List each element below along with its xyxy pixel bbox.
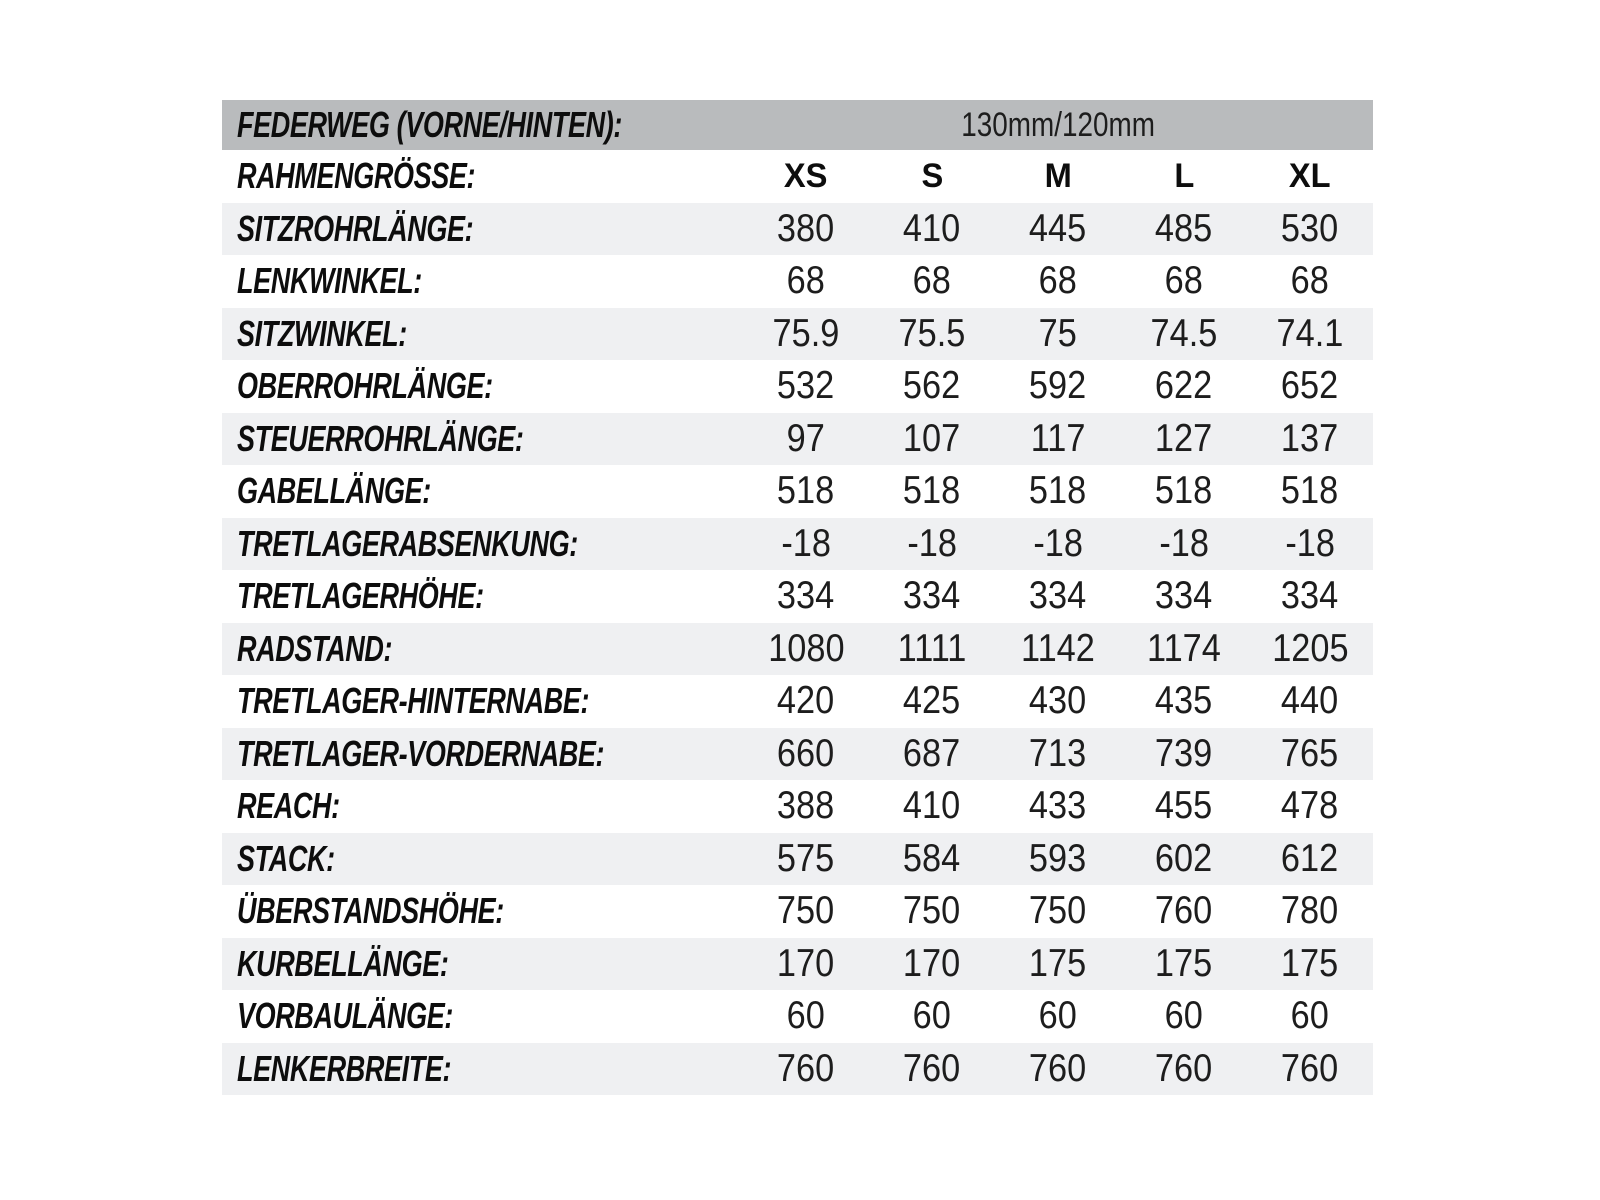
size-header-m-text: M: [1044, 156, 1072, 195]
spec-value-text: 170: [777, 941, 835, 985]
spec-label: [222, 1043, 743, 1096]
spec-value-text: 97: [786, 416, 826, 460]
table-row: [222, 623, 1373, 676]
spec-value: [869, 413, 995, 466]
spec-value: [1121, 518, 1247, 571]
spec-label-text: STACK:: [237, 837, 335, 879]
spec-value-text: 1174: [1147, 626, 1221, 670]
size-header-l: [1121, 150, 1247, 203]
spec-value-text: 760: [777, 1046, 835, 1090]
spec-value: [995, 360, 1121, 413]
table-row: [222, 675, 1373, 728]
spec-value: [1121, 833, 1247, 886]
spec-value-text: 75: [1038, 311, 1078, 355]
spec-value: [1247, 203, 1373, 256]
spec-value-text: 60: [1290, 994, 1330, 1038]
spec-value-text: 117: [1030, 416, 1086, 460]
spec-value-text: 593: [1029, 836, 1087, 880]
spec-value-text: 60: [1164, 994, 1204, 1038]
spec-value-text: 75.5: [898, 311, 966, 355]
spec-value-text: 765: [1281, 731, 1339, 775]
spec-value: [743, 203, 869, 256]
spec-value-text: 445: [1029, 206, 1087, 250]
spec-value: [1247, 780, 1373, 833]
table-row: [222, 780, 1373, 833]
spec-value: [743, 465, 869, 518]
spec-value: [995, 413, 1121, 466]
spec-value-text: 760: [903, 1046, 961, 1090]
spec-value-text: 175: [1281, 941, 1339, 985]
spec-label-text: ÜBERSTANDSHÖHE:: [237, 890, 504, 932]
table-row: [222, 465, 1373, 518]
spec-value: [995, 623, 1121, 676]
spec-value-text: -18: [781, 521, 831, 565]
spec-value: [743, 360, 869, 413]
spec-value-text: 334: [903, 574, 961, 618]
spec-value: [869, 203, 995, 256]
spec-label-text: STEUERROHRLÄNGE:: [237, 417, 524, 459]
spec-value: [995, 780, 1121, 833]
spec-value-text: 713: [1029, 731, 1087, 775]
spec-value: [1121, 728, 1247, 781]
spec-value-text: 602: [1155, 836, 1213, 880]
spec-value: [743, 728, 869, 781]
spec-value-text: 518: [777, 469, 835, 513]
spec-value-text: 440: [1281, 679, 1339, 723]
spec-label: [222, 990, 743, 1043]
spec-value-text: -18: [1033, 521, 1083, 565]
spec-value-text: 1205: [1271, 626, 1349, 670]
spec-value: [743, 255, 869, 308]
size-header-xl-text: XL: [1289, 156, 1331, 195]
spec-value: [1121, 360, 1247, 413]
spec-label-text: RADSTAND:: [237, 627, 393, 669]
spec-table-body: [222, 203, 1373, 1096]
spec-value: [995, 938, 1121, 991]
spec-value: [869, 885, 995, 938]
spec-value-text: 410: [903, 784, 961, 828]
spec-label: [222, 465, 743, 518]
spec-value-text: 750: [777, 889, 835, 933]
spec-value: [1247, 1043, 1373, 1096]
spec-value-text: 68: [1038, 259, 1078, 303]
spec-value-text: 575: [777, 836, 835, 880]
spec-value-text: 518: [903, 469, 961, 513]
spec-value-text: 175: [1155, 941, 1213, 985]
spec-value-text: 780: [1281, 889, 1339, 933]
size-header-xs: [743, 150, 869, 203]
spec-value: [1121, 308, 1247, 361]
spec-value: [1247, 570, 1373, 623]
spec-value-text: 612: [1281, 836, 1339, 880]
table-row: [222, 833, 1373, 886]
spec-value: [743, 938, 869, 991]
spec-value-text: 425: [903, 679, 961, 723]
spec-value-text: 518: [1281, 469, 1339, 513]
spec-value-text: 1080: [767, 626, 845, 670]
spec-label-text: TRETLAGER-VORDERNABE:: [237, 732, 605, 774]
table-row: [222, 938, 1373, 991]
spec-label-text: SITZROHRLÄNGE:: [237, 207, 474, 249]
spec-label-text: TRETLAGER-HINTERNABE:: [237, 680, 590, 722]
size-header-m: [995, 150, 1121, 203]
spec-label: [222, 623, 743, 676]
size-header-s: [869, 150, 995, 203]
spec-value: [869, 780, 995, 833]
spec-value-text: 380: [777, 206, 835, 250]
suspension-travel-value-text: 130mm/120mm: [961, 105, 1155, 144]
spec-value-text: 518: [1155, 469, 1213, 513]
frame-size-row: [222, 150, 1373, 203]
table-row: [222, 308, 1373, 361]
spec-value-text: 334: [777, 574, 835, 618]
spec-value-text: 455: [1155, 784, 1213, 828]
spec-value: [743, 833, 869, 886]
spec-value: [1247, 623, 1373, 676]
spec-value: [743, 780, 869, 833]
suspension-travel-label: [222, 100, 743, 150]
spec-value: [1121, 570, 1247, 623]
spec-value: [1121, 938, 1247, 991]
spec-value-text: 68: [1164, 259, 1204, 303]
spec-label: [222, 833, 743, 886]
spec-value: [869, 1043, 995, 1096]
frame-size-label: [222, 150, 743, 203]
spec-value: [1247, 413, 1373, 466]
spec-value-text: 530: [1281, 206, 1339, 250]
table-row: [222, 360, 1373, 413]
spec-value-text: 478: [1281, 784, 1339, 828]
spec-value-text: 60: [1038, 994, 1078, 1038]
size-header-xs-text: XS: [784, 156, 828, 195]
spec-value: [1121, 675, 1247, 728]
spec-value: [1121, 885, 1247, 938]
spec-value: [869, 675, 995, 728]
spec-value: [743, 413, 869, 466]
spec-value: [743, 885, 869, 938]
spec-value-text: 518: [1029, 469, 1087, 513]
spec-value: [869, 938, 995, 991]
spec-value: [869, 623, 995, 676]
spec-label-text: TRETLAGERABSENKUNG:: [237, 522, 578, 564]
spec-value-text: 68: [912, 259, 952, 303]
spec-label: [222, 938, 743, 991]
spec-value: [1247, 728, 1373, 781]
table-row: [222, 255, 1373, 308]
spec-label: [222, 780, 743, 833]
spec-label: [222, 203, 743, 256]
spec-value: [1121, 413, 1247, 466]
spec-value: [743, 518, 869, 571]
spec-label: [222, 728, 743, 781]
spec-label: [222, 885, 743, 938]
spec-value: [1247, 255, 1373, 308]
spec-value: [1247, 465, 1373, 518]
table-row: [222, 203, 1373, 256]
spec-value-text: 760: [1155, 889, 1213, 933]
spec-value: [869, 570, 995, 623]
spec-value: [1247, 885, 1373, 938]
spec-value-text: 334: [1281, 574, 1339, 618]
table-row: [222, 518, 1373, 571]
spec-value-text: 107: [903, 416, 961, 460]
spec-value: [869, 518, 995, 571]
spec-value: [743, 675, 869, 728]
spec-value-text: -18: [907, 521, 957, 565]
spec-value: [995, 465, 1121, 518]
spec-value-text: 760: [1029, 1046, 1087, 1090]
spec-value: [743, 308, 869, 361]
spec-value: [869, 728, 995, 781]
spec-value-text: -18: [1285, 521, 1335, 565]
spec-value-text: 660: [777, 731, 835, 775]
spec-value: [995, 255, 1121, 308]
suspension-travel-row: [222, 100, 1373, 150]
spec-value-text: -18: [1159, 521, 1209, 565]
spec-label: [222, 518, 743, 571]
spec-value: [1121, 780, 1247, 833]
spec-label-text: TRETLAGERHÖHE:: [237, 575, 484, 617]
spec-value: [1247, 938, 1373, 991]
spec-value-text: 388: [777, 784, 835, 828]
spec-value: [995, 518, 1121, 571]
spec-value-text: 532: [777, 364, 835, 408]
spec-value-text: 75.9: [772, 311, 840, 355]
spec-label-text: GABELLÄNGE:: [237, 470, 431, 512]
spec-label-text: LENKWINKEL:: [237, 260, 422, 302]
spec-value: [1247, 518, 1373, 571]
spec-value: [1121, 1043, 1247, 1096]
spec-value: [1247, 360, 1373, 413]
spec-label-text: KURBELLÄNGE:: [237, 942, 449, 984]
spec-value-text: 127: [1155, 416, 1213, 460]
table-row: [222, 990, 1373, 1043]
frame-size-label-text: RAHMENGRÖSSE:: [237, 155, 476, 197]
spec-value-text: 334: [1155, 574, 1213, 618]
geometry-table: [222, 100, 1373, 1095]
spec-value-text: 137: [1281, 416, 1339, 460]
spec-label: [222, 360, 743, 413]
spec-value-text: 175: [1029, 941, 1087, 985]
spec-value-text: 420: [777, 679, 835, 723]
spec-value-text: 430: [1029, 679, 1087, 723]
spec-value-text: 687: [903, 731, 961, 775]
spec-value: [869, 990, 995, 1043]
spec-value-text: 410: [903, 206, 961, 250]
spec-label-text: REACH:: [237, 785, 340, 827]
spec-value-text: 433: [1029, 784, 1087, 828]
table-row: [222, 1043, 1373, 1096]
spec-value-text: 60: [912, 994, 952, 1038]
spec-label-text: VORBAULÄNGE:: [237, 995, 453, 1037]
spec-value: [995, 885, 1121, 938]
spec-value-text: 60: [786, 994, 826, 1038]
spec-value: [995, 675, 1121, 728]
spec-label: [222, 570, 743, 623]
spec-value-text: 1111: [897, 626, 967, 670]
spec-value: [1247, 990, 1373, 1043]
spec-label: [222, 413, 743, 466]
spec-value: [1121, 203, 1247, 256]
spec-label: [222, 675, 743, 728]
spec-value: [743, 990, 869, 1043]
spec-value: [743, 623, 869, 676]
spec-value-text: 750: [903, 889, 961, 933]
spec-value-text: 562: [903, 364, 961, 408]
spec-value: [1247, 675, 1373, 728]
spec-label-text: LENKERBREITE:: [237, 1047, 452, 1089]
spec-label: [222, 255, 743, 308]
table-row: [222, 413, 1373, 466]
spec-value-text: 170: [903, 941, 961, 985]
spec-value-text: 592: [1029, 364, 1087, 408]
spec-value: [869, 833, 995, 886]
spec-value: [995, 570, 1121, 623]
spec-value: [869, 255, 995, 308]
spec-value-text: 435: [1155, 679, 1213, 723]
spec-value: [869, 465, 995, 518]
table-row: [222, 728, 1373, 781]
spec-value: [1247, 833, 1373, 886]
spec-value: [743, 570, 869, 623]
spec-value-text: 68: [786, 259, 826, 303]
spec-value: [995, 203, 1121, 256]
size-header-s-text: S: [921, 156, 943, 195]
spec-value-text: 750: [1029, 889, 1087, 933]
spec-value-text: 74.5: [1150, 311, 1218, 355]
spec-value-text: 68: [1290, 259, 1330, 303]
spec-value: [995, 1043, 1121, 1096]
spec-value-text: 334: [1029, 574, 1087, 618]
spec-value: [1247, 308, 1373, 361]
spec-value-text: 760: [1281, 1046, 1339, 1090]
spec-value-text: 739: [1155, 731, 1213, 775]
spec-value: [995, 728, 1121, 781]
spec-value: [995, 308, 1121, 361]
spec-value: [1121, 990, 1247, 1043]
spec-label-text: OBERROHRLÄNGE:: [237, 365, 493, 407]
spec-value: [1121, 623, 1247, 676]
spec-value: [743, 1043, 869, 1096]
spec-value-text: 760: [1155, 1046, 1213, 1090]
spec-label-text: SITZWINKEL:: [237, 312, 407, 354]
table-row: [222, 570, 1373, 623]
spec-value-text: 622: [1155, 364, 1213, 408]
spec-label: [222, 308, 743, 361]
spec-value: [995, 990, 1121, 1043]
suspension-travel-label-text: FEDERWEG (VORNE/HINTEN):: [237, 104, 623, 145]
spec-value-text: 74.1: [1276, 311, 1344, 355]
spec-value-text: 584: [903, 836, 961, 880]
spec-value: [869, 360, 995, 413]
spec-value: [869, 308, 995, 361]
size-header-l-text: L: [1174, 156, 1194, 195]
spec-value: [1121, 465, 1247, 518]
spec-value-text: 1142: [1021, 626, 1095, 670]
spec-value: [995, 833, 1121, 886]
spec-value-text: 652: [1281, 364, 1339, 408]
size-header-xl: [1247, 150, 1373, 203]
spec-value: [1121, 255, 1247, 308]
table-row: [222, 885, 1373, 938]
spec-value-text: 485: [1155, 206, 1213, 250]
suspension-travel-value: [743, 100, 1373, 150]
